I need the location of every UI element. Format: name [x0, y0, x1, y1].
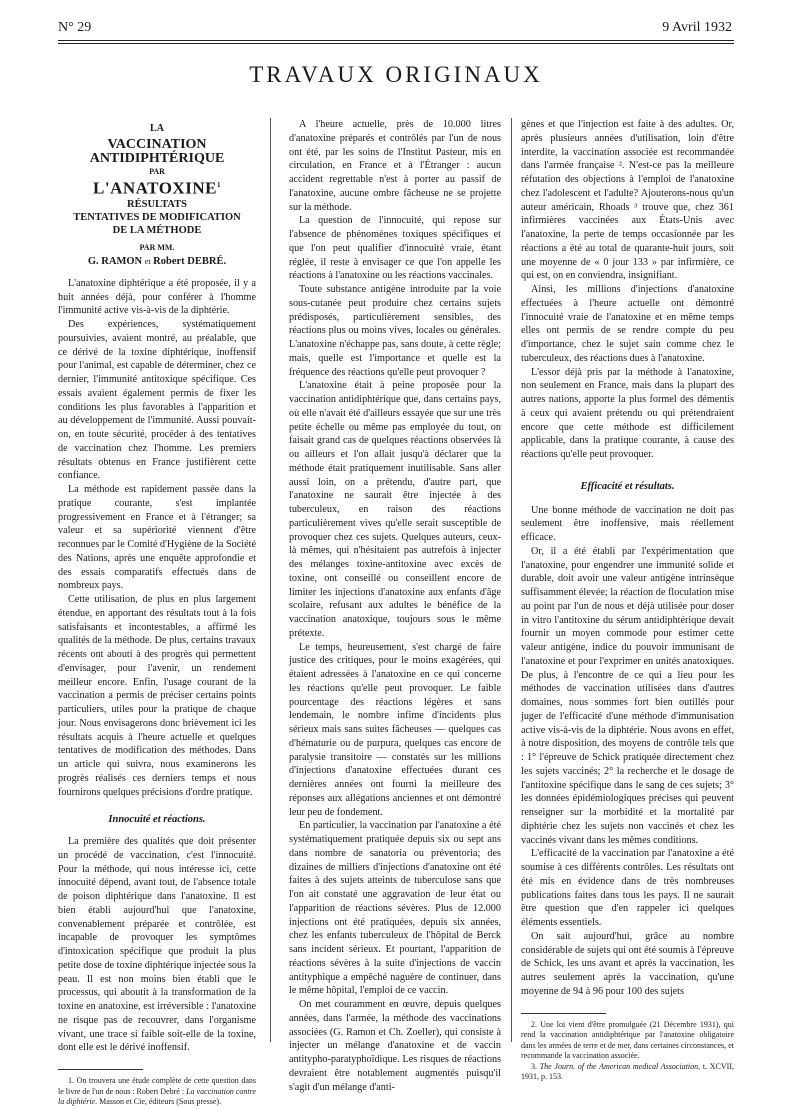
article-title: VACCINATION ANTIDIPHTÉRIQUE: [89, 136, 225, 166]
footnote-rule: [521, 1013, 606, 1014]
footnote-1: [58, 1076, 256, 1108]
paragraph: Des expériences, systématiquement poursuivies, avaient montré, au préalable, que ce dérivé de la toxine diphtérique, inoffensif pour l'animal, est capable de déterminer, chez ce dernier, l'immunité antitoxique spécifique. Ces essais avaient également permis de fixer les conditions les plus favorables à l'apparition et au développement de l'immunité. Aussi pouvait-on, en toute sécurité, procéder à des tentatives de vaccination chez l'homme. Les premiers résultats obtenus en France justifièrent cette confiance.: [58, 319, 256, 482]
section-heading-innocuite: Innocuité et réactions.: [108, 814, 206, 826]
paragraph: Cette utilisation, de plus en plus largement étendue, en apportant des résultats tout à la fois satisfaisants et incontestables, a affirmé les qualités de la méthode. De plus, certains travaux récents ont abouti à des progrès qui permettent d'envisager, pour l'avenir, un rendement meilleur encore. Enfin, l'usage courant de la vaccination a permis de préciser certains points particuliers, utiles pour la pratique de chaque jour. Nous envisagerons donc brièvement ici les résultats acquis à l'heure actuelle et quelques tentatives de modification des méthodes. Dans un article qui suivra, nous examinerons les progrès réalisés ces derniers temps et nous fournirons quelques précisions d'ordre pratique.: [58, 594, 256, 798]
issue-number: N° 29: [58, 20, 92, 35]
paragraph: Une bonne méthode de vaccination ne doit pas seulement être inoffensive, mais réellement efficace.: [521, 504, 734, 543]
column-1: [58, 118, 256, 1108]
paragraph: L'essor déjà pris par la méthode à l'anatoxine, non seulement en France, mais dans la plupart des autres nations, apporte la plus formel des démentis à ceux qui avaient prétendu ou qui prétendraient encore que cette méthode est difficilement applicable, dans la pratique courante, à cause des réactions qu'elle peut provoquer.: [521, 366, 734, 460]
author-et: et: [144, 257, 151, 267]
author-debre: Robert DEBRÉ.: [153, 256, 227, 268]
paragraph: Or, il a été établi par l'expérimentation que l'anatoxine, pour engendrer une immunité solide et durable, doit avoir une valeur antigène intrinsèque suffisamment élevée; la réaction de floculation mise au point par l'un de nous et déjà utilisée pour doser in vitro l'antitoxine du sérum antidiphtérique devait fournir un moyen commode pour estimer cette valeur antigène, indice du pouvoir immunisant de l'anatoxine et pour l'exprimer en unités anatoxiques. De plus, à l'encontre de ce qui a lieu pour les méthodes de vaccination utilisées dans d'autres domaines, nous sommes fort bien outillés pour juger de l'efficacité d'une méthode d'immunisation active vis-à-vis de la diphtérie. Nous avons en effet, à notre disposition, des moyens de contrôle tels que : 1° l'épreuve de Schick pratiquée directement chez les sujets vaccinés; 2° la recherche et le dosage de l'antitoxine spécifique dans le sang de ces sujets; 3° les données épidémiologiques précises qui peuvent renseigner sur la morbidité et la mortalité par diphtérie chez les sujets non vaccinés et chez les vaccinés vivant dans les mêmes conditions.: [521, 545, 734, 846]
subtitle-1: RÉSULTATS: [127, 199, 187, 211]
paragraph: On met couramment en œuvre, depuis quelques années, dans l'armée, la méthode des vaccinations associées (G. Ramon et Ch. Zoeller), qui consiste à injecter un mélange d'anatoxine et de vaccin antitypho-paratyphoïdique. Les risques de réactions devraient être notablement augmentés puisqu'il s'agit d'un mélange d'anti-: [289, 999, 501, 1093]
paragraph: gènes et que l'injection est faite à des adultes. Or, après plusieurs années d'utilisation, loin d'être interdite, la vaccination associée est recommandée dans l'armée française ². N'est-ce pas la meilleure réfutation des objections à l'emploi de l'anatoxine chez l'adolescent et l'adulte? Ajouterons-nous qu'un auteur américain, Rhoads ³ trouve que, chez 361 infirmières vaccinées aux États-Unis avec l'anatoxine, la perte de temps occasionnée par les réactions a été au total de quarante-huit jours, soit une moyenne de « 0 jour 133 » par infirmière, ce qui est, on en conviendra, insignifiant.: [521, 119, 734, 282]
footnote-3-journal: The Journ. of the American medical Association: [539, 1061, 699, 1071]
paragraph: A l'heure actuelle, près de 10.000 litres d'anatoxine préparés et contrôlés par l'un de nous ont été, par les soins de l'Institut Pasteur, mis en circulation, en France et à l'Étranger : aucun accident regrettable n'est à porter au passif de l'anatoxine, aucune ombre fâcheuse ne se projette sur la méthode.: [289, 119, 501, 213]
column-divider: [270, 118, 271, 1042]
paragraph: Toute substance antigène introduite par la voie sous-cutanée peut produire chez certains sujets prédisposés, particulièrement sensibles, des réactions plus ou moins vives, locales ou générales. L'anatoxine n'échappe pas, sans doute, à cette règle; mais, quelle est l'importance et quelle est la fréquence des réactions qu'elle peut provoquer ?: [289, 284, 501, 378]
subtitle-2: TENTATIVES DE MODIFICATION: [73, 212, 241, 224]
footnote-3: [521, 1062, 734, 1083]
paragraph: Ainsi, les millions d'injections d'anatoxine effectuées à l'heure actuelle ont démontré l'innocuité vraie de l'anatoxine et en même temps elles ont permis de se rendre compte du peu d'importance, chez le sujet sain comme chez le tuberculeux, des réactions dues à l'anatoxine.: [521, 284, 734, 364]
column-3: [521, 118, 734, 1083]
paragraph: L'efficacité de la vaccination par l'anatoxine a été soumise à ces différents contrôles. Les résultats ont été mis en évidence dans de très nombreuses publications faites dans tous les pays. Il ne saurait être question que d'en rappeler ici quelques éléments essentiels.: [521, 848, 734, 928]
header-rule-double: [58, 43, 734, 44]
paragraph: En particulier, la vaccination par l'anatoxine a été systématiquement pratiquée depuis six ou sept ans dans nombre de sanatoria ou préventoria; des dizaines de milliers d'injections d'anatoxine ont été faites à des sujets atteints de tuberculose sans que l'on ait constaté une aggravation de leur état ou l'apparition de réactions sévères. Plus de 12.000 injections ont été pratiquées, depuis six années, chez les enfants tuberculeux de l'hôpital de Berck sans incident sérieux. Et pourtant, l'apparition de réactions sévères à la suite d'injections de vaccin antityphique a empêché naguère de continuer, dans le même hôpital, l'emploi de ce vaccin.: [289, 820, 501, 997]
paragraph: Le temps, heureusement, s'est chargé de faire justice des critiques, pour le moins exagérées, qui étaient adressées à l'anatoxine en ce qui concerne les réactions qu'elle peut provoquer. Le faible pourcentage des réactions légères et sans lendemain, le nombre infime d'incidents plus sérieux mais sans suites fâcheuses — quelques cas d'hématurie ou de purpura, quelques cas encore de paralysie transitoire — constatés sur les millions d'injections d'anatoxine effectuées durant ces dernières années ont fourni la meilleure des réponses aux allégations anciennes et ont démontré leur peu de fondement.: [289, 641, 501, 818]
footnote-3-ref: , t. XCVII, 1931, p. 153.: [521, 1061, 734, 1081]
subtitle-3: DE LA MÉTHODE: [112, 225, 202, 237]
section-heading-efficacite: Efficacité et résultats.: [580, 480, 675, 492]
paragraph: La première des qualités que doit présenter un procédé de vaccination, c'est l'innocuité. Pour la méthode, qui nous intéresse ici, cette innocuité dépend, avant tout, de l'absence totale de poison diphtérique dans l'anatoxine. Il est bien établi aujourd'hui que l'anatoxine, convenablement préparée et contrôlée, est incapable de provoquer les symptômes d'intoxication spécifique que produit la plus petite dose de toxine diphtérique injectée sous la peau. Il est non moins bien établi que le processus, qui aboutit à la transformation de la toxine en anatoxine, est irréversible : l'anatoxine ne risque pas de recouvrer, dans l'organisme vivant, une trace si faible soit-elle de la toxine, dont elle est le dérivé inoffensif.: [58, 836, 256, 1054]
column-divider: [511, 118, 512, 1042]
author-ramon: G. RAMON: [87, 256, 143, 268]
footnote-1-publisher: . Masson et Cie, éditeurs (Sous presse).: [95, 1097, 222, 1107]
footnote-1-text: 1. On trouvera une étude complète de cette question dans le livre de l'un de nous : Robert Debré :: [58, 1076, 256, 1096]
paragraph: On sait aujourd'hui, grâce au nombre considérable de sujets qui ont été soumis à l'épreuve de Schick, les uns avant et après la vaccination, les autres seulement après la vaccination, qu'une moyenne de 94 à 96 pour 100 des sujets: [521, 930, 734, 997]
footnote-ref: 1: [216, 181, 221, 189]
paragraph: La question de l'innocuité, qui repose sur l'absence de phénomènes toxiques spécifiques et que l'on peut qualifier d'innocuité vraie, étant réglée, il reste à envisager ce que l'on appelle les réactions à l'anatoxine ou les réactions vaccinales.: [289, 215, 501, 282]
footnote-3-number: 3.: [531, 1061, 540, 1071]
footnote-1-book-title: La vaccination contre la diphtérie: [58, 1086, 256, 1107]
running-header: [58, 20, 732, 42]
authors: [58, 255, 256, 269]
article-title-block: [58, 122, 256, 269]
footnote-2: 2. Une loi vient d'être promulguée (21 Décembre 1931), qui rend la vaccination antidiphtérique par l'anatoxine obligatoire dans les armées de terre et de mer, dans certaines circonstances, et recommande la vaccination associée.: [521, 1019, 734, 1060]
authors-par: PAR MM.: [139, 243, 175, 253]
title-la: LA: [150, 123, 164, 134]
title-anatoxine-text: L'ANATOXINE: [93, 178, 217, 198]
paragraph: La méthode est rapidement passée dans la pratique courante, s'est implantée progressivement en France et à l'étranger; sa valeur et sa supériorité viennent d'être reconnues par le Comité d'Hygiène de la Société des Nations, après une enquête approfondie et des essais comparatifs effectués dans de nombreux pays.: [58, 484, 256, 592]
header-rule: [58, 40, 734, 41]
paragraph: L'anatoxine était à peine proposée pour la vaccination antidiphtérique que, dans certains pays, où elle n'avait été d'ailleurs essayée que sur une très petite échelle ou même pas employée du tout, on faisait grand cas de quelques réactions observées là ou ailleurs et l'on allait jusqu'à déclarer que la méthode était pratiquement inutilisable. Sans aller aussi loin, on a prétendu, d'autre part, que l'anatoxine ne saurait être injectée à des tuberculeux, en raison des réactions particulièrement vives qu'elle serait susceptible de provoquer chez ces sujets. Quelques auteurs, ceux-là mêmes, qui n'hésitaient pas autrefois à injecter des mélanges toxine-antitoxine avec excès de toxine, ont conseillé ou conseillent encore de limiter les injections d'anatoxine aux enfants d'âge scolaire, refusant aux adultes le bénéfice de la vaccination anatoxique, toujours sous le même prétexte.: [289, 380, 501, 639]
title-par: PAR: [149, 167, 165, 177]
paragraph: L'anatoxine diphtérique a été proposée, il y a huit années déjà, pour conférer à l'homme l'immunité active vis-à-vis de la diphtérie.: [58, 277, 256, 317]
footnote-rule: [58, 1069, 143, 1070]
section-title: TRAVAUX ORIGINAUX: [249, 62, 543, 87]
column-2: [289, 118, 501, 1094]
article-title-anatoxine: [58, 178, 256, 198]
issue-date: 9 Avril 1932: [662, 20, 732, 35]
